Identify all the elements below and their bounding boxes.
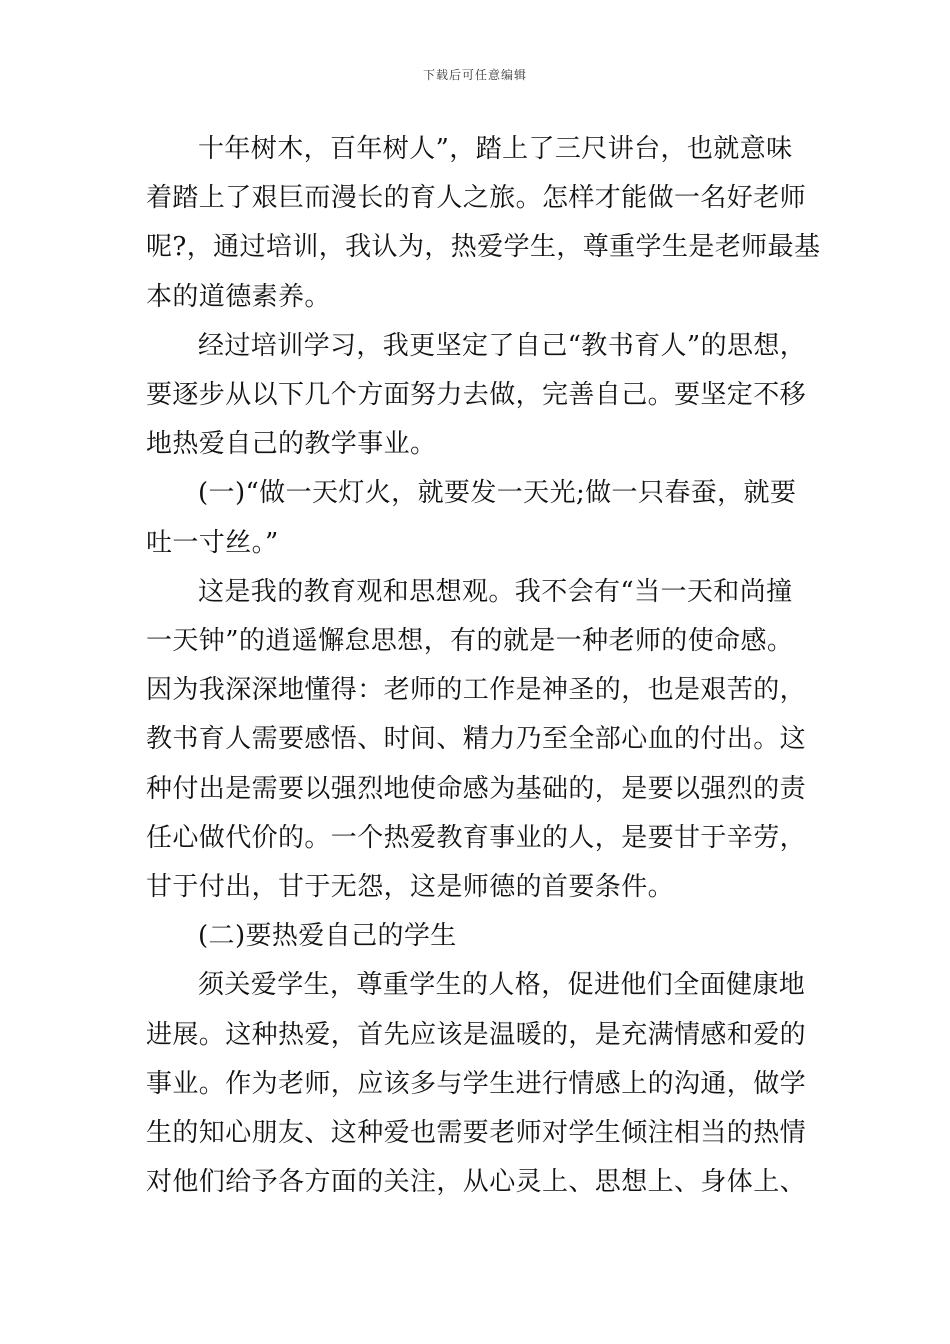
paragraph-training bbox=[146, 322, 810, 470]
text-line: 着踏上了艰巨而漫长的育人之旅。怎样才能做一名好老师 bbox=[146, 183, 807, 214]
text-line: 须关爱学生，尊重学生的人格，促进他们全面健康地 bbox=[198, 970, 806, 1001]
text-line: 任心做代价的。一个热爱教育事业的人，是要甘于辛劳， bbox=[146, 822, 807, 853]
text-line: 进展。这种热爱，首先应该是温暖的，是充满情感和爱的 bbox=[146, 1019, 807, 1050]
text-line: 呢?，通过培训，我认为，热爱学生，尊重学生是老师最基 bbox=[146, 232, 821, 263]
text-line: 事业。作为老师，应该多与学生进行情感上的沟通，做学 bbox=[146, 1068, 807, 1099]
paragraph-intro bbox=[146, 125, 821, 322]
text-line: (一)“做一天灯火，就要发一天光;做一只春蚕，就要 bbox=[198, 478, 797, 509]
paragraph-education-view bbox=[146, 568, 810, 912]
text-line: 种付出是需要以强烈地使命感为基础的，是要以强烈的责 bbox=[146, 773, 807, 804]
paragraph-section-two-heading bbox=[146, 912, 810, 961]
text-line: 十年树木，百年树人”，踏上了三尺讲台，也就意味 bbox=[198, 134, 793, 164]
text-line: (二)要热爱自己的学生 bbox=[198, 921, 457, 952]
text-line: 甘于付出，甘于无怨，这是师德的首要条件。 bbox=[146, 872, 675, 903]
text-line: 要逐步从以下几个方面努力去做，完善自己。要坚定不移 bbox=[146, 380, 807, 411]
text-line: 一天钟”的逍遥懈怠思想，有的就是一种老师的使命感。 bbox=[146, 626, 794, 657]
text-line: 地热爱自己的教学事业。 bbox=[146, 429, 437, 460]
paragraph-section-one-heading bbox=[146, 469, 810, 567]
text-line: 本的道德素养。 bbox=[146, 281, 331, 312]
document-body bbox=[146, 125, 821, 1207]
paragraph-love-students bbox=[146, 961, 810, 1207]
text-line: 生的知心朋友、这种爱也需要老师对学生倾注相当的热情 bbox=[146, 1118, 807, 1149]
text-line: 这是我的教育观和思想观。我不会有“当一天和尚撞 bbox=[198, 576, 793, 607]
page-header: 下载后可任意编辑 bbox=[422, 68, 527, 82]
text-line: 教书育人需要感悟、时间、精力乃至全部心血的付出。这 bbox=[146, 724, 807, 755]
text-line: 对他们给予各方面的关注，从心灵上、思想上、身体上、 bbox=[146, 1167, 807, 1198]
text-line: 因为我深深地懂得：老师的工作是神圣的，也是艰苦的， bbox=[146, 675, 807, 706]
text-line: 吐一寸丝。” bbox=[146, 527, 279, 558]
text-line: 经过培训学习，我更坚定了自己“教书育人”的思想， bbox=[198, 330, 807, 361]
